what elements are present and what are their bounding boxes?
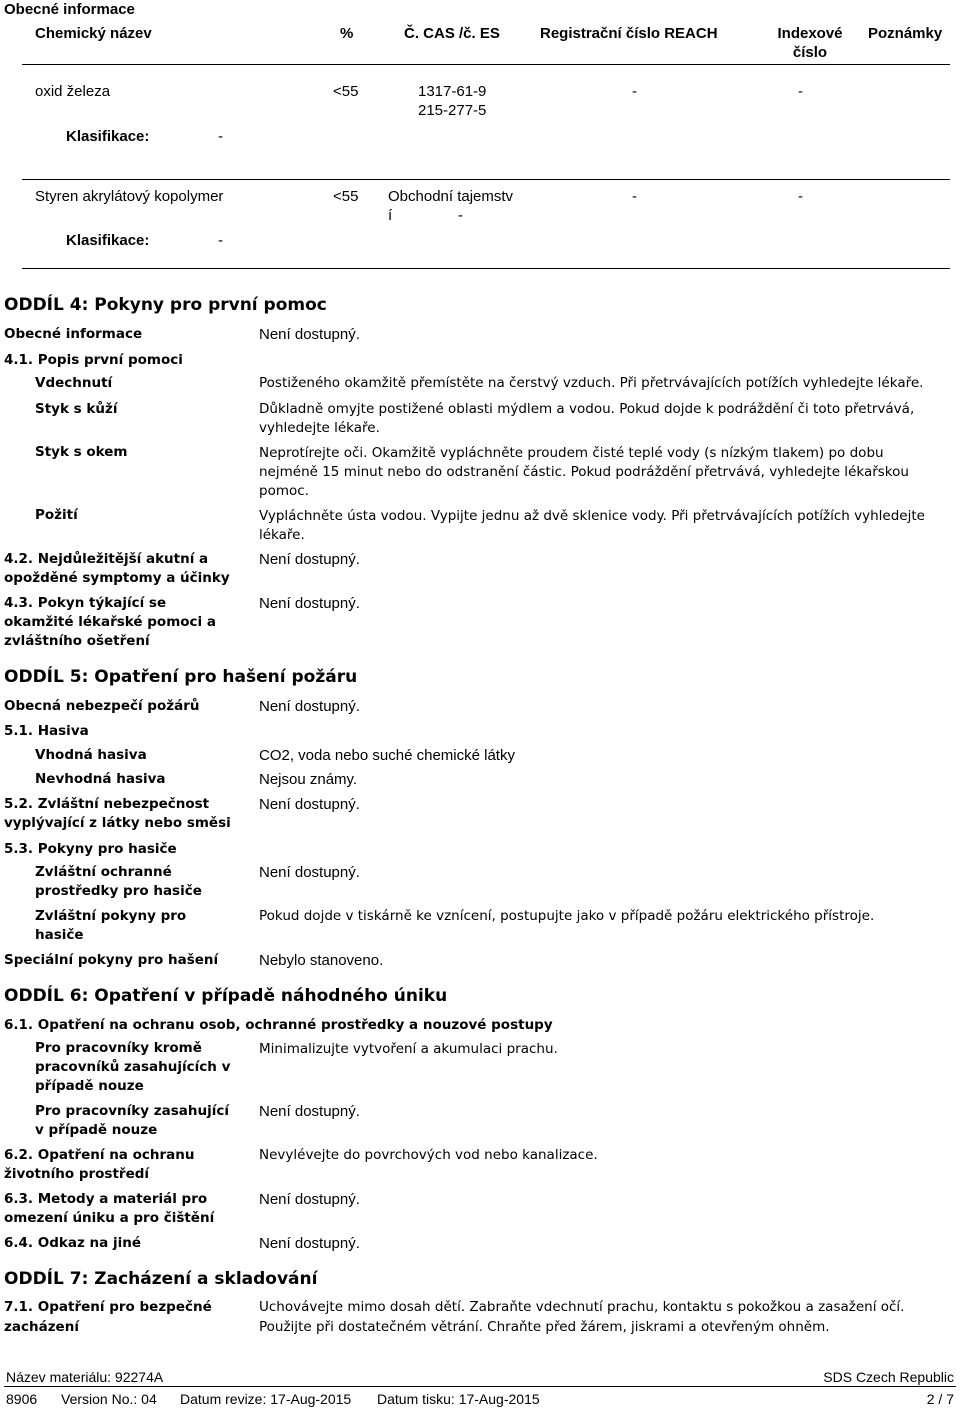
s6-3-heading-line1: 6.3. Metody a materiál pro <box>4 1191 208 1207</box>
s6-1-heading: 6.1. Opatření na ochranu osob, ochranné prostředky a nouzové postupy <box>4 1017 553 1033</box>
row2-name: Styren akrylátový kopolymer <box>35 188 224 205</box>
s6-emergency-label-line1: Pro pracovníky zasahující <box>35 1103 229 1119</box>
s5-methods-label: Speciální pokyny pro hašení <box>4 952 219 968</box>
s6-3-heading-line2: omezení úniku a pro čištění <box>4 1210 215 1226</box>
footer-sds-label: SDS Czech Republic <box>823 1369 954 1385</box>
footer-material-name: Název materiálu: 92274A <box>6 1369 164 1385</box>
s5-general-value: Není dostupný. <box>259 698 360 715</box>
s6-nonemergency-label-line3: případě nouze <box>35 1078 144 1094</box>
s4-3-heading-line3: zvláštního ošetření <box>4 633 150 649</box>
s5-special-label-line1: Zvláštní pokyny pro <box>35 908 187 924</box>
section5-title: ODDÍL 5: Opatření pro hašení požáru <box>4 667 358 687</box>
s5-methods-value: Nebylo stanoveno. <box>259 952 384 969</box>
s6-nonemergency-label-line2: pracovníků zasahujících v <box>35 1059 231 1075</box>
s4-3-heading-line1: 4.3. Pokyn týkající se <box>4 595 167 611</box>
s6-2-value: Nevylévejte do povrchových vod nebo kanalizace. <box>259 1147 598 1163</box>
section4-title: ODDÍL 4: Pokyny pro první pomoc <box>4 295 327 315</box>
col-header-notes: Poznámky <box>868 25 943 42</box>
row1-index: - <box>798 83 803 100</box>
s5-3-heading: 5.3. Pokyny pro hasiče <box>4 841 177 857</box>
row1-name: oxid železa <box>35 83 111 100</box>
general-info-heading: Obecné informace <box>4 1 135 18</box>
s4-ingestion-line2: lékaře. <box>259 527 305 543</box>
header-rule <box>22 64 950 65</box>
s6-2-heading-line2: životního prostředí <box>4 1166 150 1182</box>
s4-ingestion-line1: Vypláchněte ústa vodou. Vypijte jednu až dvě sklenice vody. Při přetrvávajících potížích vyhledejte <box>259 508 925 524</box>
s4-inhalation-label: Vdechnutí <box>35 375 113 391</box>
footer-page-number: 2 / 7 <box>926 1391 954 1407</box>
s5-suitable-value: CO2, voda nebo suché chemické látky <box>259 747 515 764</box>
footer-version: Version No.: 04 <box>61 1391 157 1407</box>
s6-emergency-value: Není dostupný. <box>259 1103 360 1120</box>
s4-eye-label: Styk s okem <box>35 444 128 460</box>
section7-title: ODDÍL 7: Zacházení a skladování <box>4 1269 318 1289</box>
row2-classification-label: Klasifikace: <box>66 232 150 249</box>
s5-protective-label-line2: prostředky pro hasiče <box>35 883 202 899</box>
s4-2-heading-line2: opožděné symptomy a účinky <box>4 570 230 586</box>
s4-2-heading-line1: 4.2. Nejdůležitější akutní a <box>4 551 209 567</box>
s4-skin-line2: vyhledejte lékaře. <box>259 420 380 436</box>
s5-2-value: Není dostupný. <box>259 796 360 813</box>
s6-3-value: Není dostupný. <box>259 1191 360 1208</box>
row1-rule <box>22 179 950 180</box>
s6-2-heading-line1: 6.2. Opatření na ochranu <box>4 1147 195 1163</box>
row2-cas: Obchodní tajemstv <box>388 188 514 205</box>
s5-special-value: Pokud dojde v tiskárně ke vznícení, postupujte jako v případě požáru elektrického přístroje. <box>259 908 875 924</box>
row2-rule <box>22 268 950 269</box>
s4-eye-line1: Neprotírejte oči. Okamžitě vypláchněte proudem čisté teplé vody (s nízkým tlakem) po dobu <box>259 445 884 461</box>
row1-cas: 1317-61-9 <box>418 83 487 100</box>
s4-3-heading-line2: okamžité lékařské pomoci a <box>4 614 216 630</box>
s4-ingestion-label: Požití <box>35 507 78 523</box>
s4-1-heading: 4.1. Popis první pomoci <box>4 352 183 368</box>
col-header-percent: % <box>340 25 354 42</box>
s4-eye-line2: nejméně 15 minut nebo do odstranění částic. Pokud podráždění přetrvává, vyhledejte lékařskou <box>259 464 909 480</box>
s5-unsuitable-label: Nevhodná hasiva <box>35 771 166 787</box>
s4-general-label: Obecné informace <box>4 326 143 342</box>
s4-inhalation-value: Postiženého okamžitě přemístěte na čerstvý vzduch. Při přetrvávajících potížích vyhledejte lékaře. <box>259 375 924 391</box>
s6-emergency-label-line2: v případě nouze <box>35 1122 158 1138</box>
s5-unsuitable-value: Nejsou známy. <box>259 771 358 788</box>
row1-classification-value: - <box>218 128 223 145</box>
s5-general-label: Obecná nebezpečí požárů <box>4 698 200 714</box>
s4-skin-label: Styk s kůží <box>35 401 118 417</box>
col-header-reach: Registrační číslo REACH <box>540 25 718 42</box>
col-header-chemical-name: Chemický název <box>35 25 152 42</box>
s5-1-heading: 5.1. Hasiva <box>4 723 89 739</box>
s4-general-value: Není dostupný. <box>259 326 360 343</box>
s5-special-label-line2: hasiče <box>35 927 84 943</box>
col-header-index-line2: číslo <box>792 44 828 61</box>
s6-nonemergency-label-line1: Pro pracovníky kromě <box>35 1040 202 1056</box>
s4-3-value: Není dostupný. <box>259 595 360 612</box>
s6-nonemergency-value: Minimalizujte vytvoření a akumulaci prachu. <box>259 1041 558 1057</box>
footer-print-date: Datum tisku: 17-Aug-2015 <box>377 1391 540 1407</box>
section6-title: ODDÍL 6: Opatření v případě náhodného úniku <box>4 986 448 1006</box>
s7-1-heading-line1: 7.1. Opatření pro bezpečné <box>4 1299 212 1315</box>
col-header-index <box>755 24 865 62</box>
row1-percent: <55 <box>333 83 359 100</box>
row2-classification-value: - <box>218 232 223 249</box>
row2-percent: <55 <box>333 188 359 205</box>
row2-es: - <box>458 207 463 224</box>
footer-rule <box>4 1386 956 1387</box>
row2-cas-wrap: í <box>388 207 393 224</box>
col-header-index-line1: Indexové <box>777 25 843 42</box>
s7-1-heading-line2: zacházení <box>4 1319 79 1335</box>
s5-suitable-label: Vhodná hasiva <box>35 747 147 763</box>
row2-index: - <box>798 188 803 205</box>
col-header-cas-es: Č. CAS /č. ES <box>404 25 500 42</box>
s7-1-value-line1: Uchovávejte mimo dosah dětí. Zabraňte vdechnutí prachu, kontaktu s pokožkou a zasažení očí. <box>259 1299 905 1315</box>
s4-2-value: Není dostupný. <box>259 551 360 568</box>
footer-code: 8906 <box>6 1391 38 1407</box>
s5-2-heading-line1: 5.2. Zvláštní nebezpečnost <box>4 796 210 812</box>
row2-reach: - <box>632 188 637 205</box>
s4-eye-line3: pomoc. <box>259 483 309 499</box>
row1-es: 215-277-5 <box>418 102 487 119</box>
s5-protective-label-line1: Zvláštní ochranné <box>35 864 172 880</box>
s5-protective-value: Není dostupný. <box>259 864 360 881</box>
s5-2-heading-line2: vyplývající z látky nebo směsi <box>4 815 231 831</box>
s7-1-value-line2: Použijte při dostatečném větrání. Chraňte před žárem, jiskrami a otevřeným ohněm. <box>259 1319 830 1335</box>
footer-revision-date: Datum revize: 17-Aug-2015 <box>180 1391 352 1407</box>
row1-classification-label: Klasifikace: <box>66 128 150 145</box>
s4-skin-line1: Důkladně omyjte postižené oblasti mýdlem a vodou. Pokud dojde k podráždění či toto přetrvává, <box>259 401 915 417</box>
s6-4-heading: 6.4. Odkaz na jiné <box>4 1235 141 1251</box>
s6-4-value: Není dostupný. <box>259 1235 360 1252</box>
row1-reach: - <box>632 83 637 100</box>
